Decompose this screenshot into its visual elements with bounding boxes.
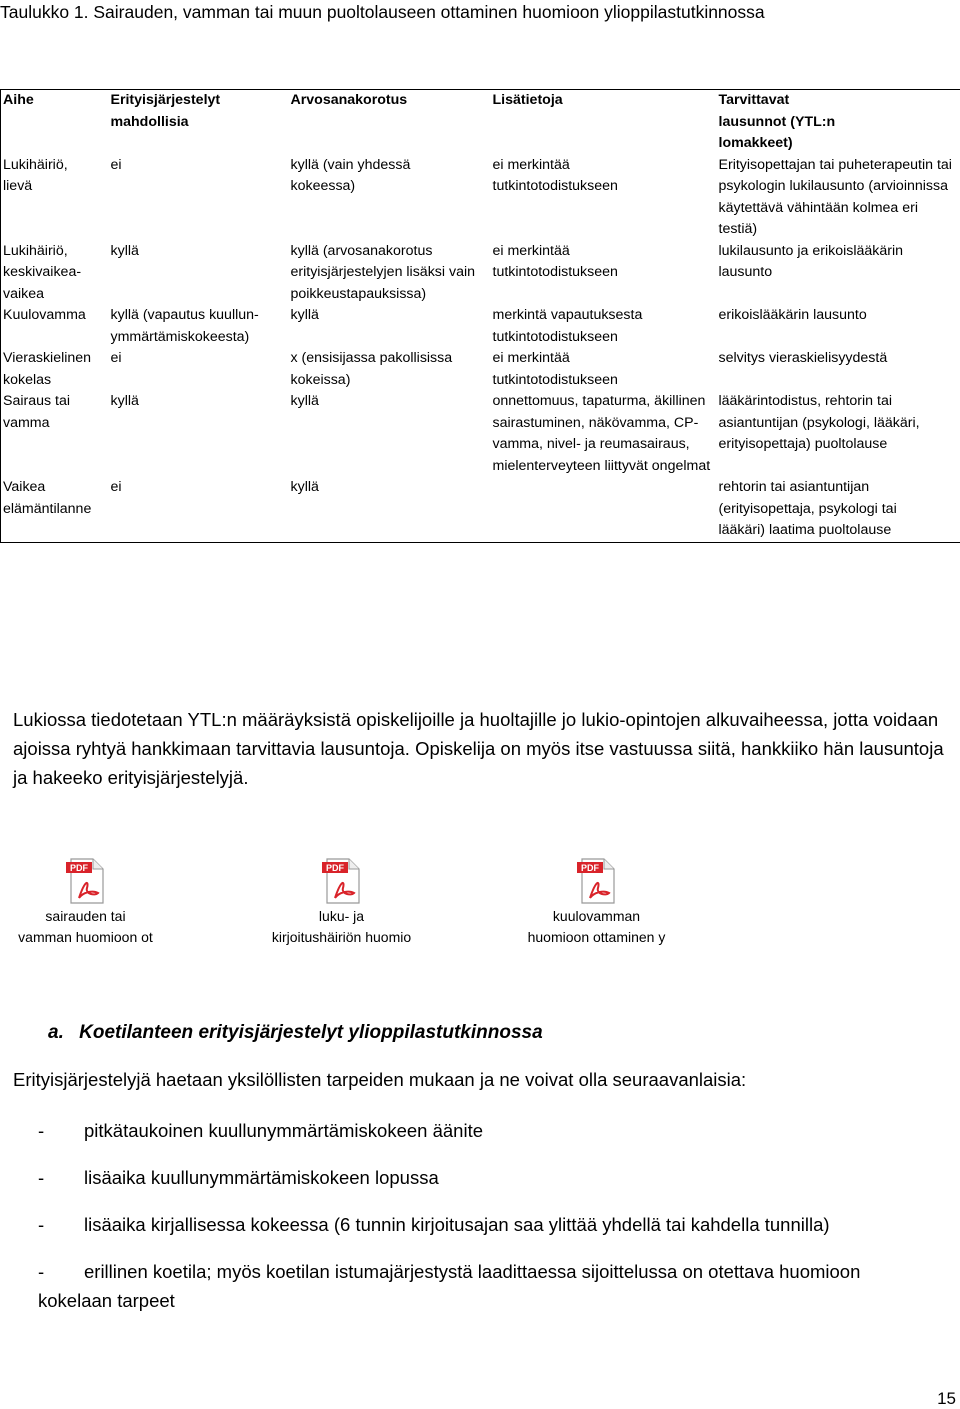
table-cell: lukilausunto ja erikoislääkärin lausunto xyxy=(717,241,960,306)
table-cell: ei merkintää tutkintotodistukseen xyxy=(491,348,717,391)
table-cell: ei merkintää tutkintotodistukseen xyxy=(491,155,717,241)
table-cell: rehtorin tai asiantuntijan (erityisopettaja, psykologi tai lääkäri) laatima puoltolause xyxy=(717,477,960,542)
table-row xyxy=(1,477,960,542)
table-row xyxy=(1,348,960,391)
section-heading-text: Koetilanteen erityisjärjestelyt ylioppilastutkinnossa xyxy=(79,1022,543,1043)
table-cell: onnettomuus, tapaturma, äkillinen sairastuminen, näkövamma, CP-vamma, nivel- ja reumasairaus, mielenterveyteen liittyvät ongelmat xyxy=(491,391,717,477)
table-cell: kyllä (vain yhdessä kokeessa) xyxy=(289,155,491,241)
pdf-file-icon xyxy=(321,858,363,904)
table-cell: Erityisopettajan tai puheterapeutin tai psykologin lukilausunto (arvioinnissa käytettävä vähintään kolmea eri testiä) xyxy=(717,155,960,241)
pdf-file-icon xyxy=(576,858,618,904)
header-cell: Lisätietoja xyxy=(491,90,717,155)
svg-text:PDF: PDF xyxy=(70,863,89,873)
pdf-attachment[interactable] xyxy=(519,858,674,948)
table-cell: Vieraskielinen kokelas xyxy=(1,348,109,391)
table-cell: kyllä (arvosanakorotus erityisjärjestelyjen lisäksi vain poikkeustapauksissa) xyxy=(289,241,491,306)
table-cell: Lukihäiriö, keskivaikea-vaikea xyxy=(1,241,109,306)
list-item: - lisäaika kuullunymmärtämiskokeen lopussa xyxy=(38,1163,439,1192)
page-number: 15 xyxy=(937,1389,956,1409)
section-intro: Erityisjärjestelyjä haetaan yksilöllisten tarpeiden mukaan ja ne voivat olla seuraavanlaisia: xyxy=(13,1069,746,1091)
header-cell: Erityisjärjestelyt mahdollisia xyxy=(109,90,289,155)
table-row xyxy=(1,155,960,241)
table-row xyxy=(1,391,960,477)
table-cell: Lukihäiriö, lievä xyxy=(1,155,109,241)
table-header-row xyxy=(1,90,960,155)
attachment-caption: kirjoitushäiriön huomio xyxy=(264,927,419,948)
attachment-caption: vamman huomioon ot xyxy=(8,927,163,948)
table-cell: merkintä vapautuksesta tutkintotodistukseen xyxy=(491,305,717,348)
section-marker: a. xyxy=(48,1022,64,1043)
table-cell: lääkärintodistus, rehtorin tai asiantuntijan (psykologi, lääkäri, erityisopettaja) puoltolause xyxy=(717,391,960,477)
pdf-attachment[interactable] xyxy=(8,858,163,948)
table-cell: kyllä (vapautus kuullun-ymmärtämiskokeesta) xyxy=(109,305,289,348)
attachment-caption: luku- ja xyxy=(264,906,419,927)
accommodations-table xyxy=(0,89,960,543)
table-cell: selvitys vieraskielisyydestä xyxy=(717,348,960,391)
list-item: - lisäaika kirjallisessa kokeessa (6 tunnin kirjoitusajan saa ylittää yhdellä tai kahdella tunnilla) xyxy=(38,1210,830,1239)
table-cell: ei xyxy=(109,348,289,391)
pdf-file-icon xyxy=(65,858,107,904)
table-cell: ei merkintää tutkintotodistukseen xyxy=(491,241,717,306)
table-cell: kyllä xyxy=(289,305,491,348)
table-cell: kyllä xyxy=(109,391,289,477)
header-cell: Arvosanakorotus xyxy=(289,90,491,155)
table-cell: ei xyxy=(109,477,289,542)
table-cell: x (ensisijassa pakollisissa kokeissa) xyxy=(289,348,491,391)
table-cell: kyllä xyxy=(289,391,491,477)
attachment-caption: sairauden tai xyxy=(8,906,163,927)
attachment-caption: kuulovamman xyxy=(519,906,674,927)
list-item: - pitkätaukoinen kuullunymmärtämiskokeen äänite xyxy=(38,1116,483,1145)
attachment-caption: huomioon ottaminen y xyxy=(519,927,674,948)
table-cell: Vaikea elämäntilanne xyxy=(1,477,109,542)
table-cell: Kuulovamma xyxy=(1,305,109,348)
list-item: - erillinen koetila; myös koetilan istumajärjestystä laadittaessa sijoittelussa on otettava huomioon kokelaan tarpeet xyxy=(38,1257,918,1315)
table-cell: ei xyxy=(109,155,289,241)
table-cell: kyllä xyxy=(289,477,491,542)
table-row xyxy=(1,305,960,348)
svg-text:PDF: PDF xyxy=(581,863,600,873)
table-cell: erikoislääkärin lausunto xyxy=(717,305,960,348)
pdf-attachment[interactable] xyxy=(264,858,419,948)
section-heading xyxy=(48,1022,543,1044)
header-cell: Aihe xyxy=(1,90,109,155)
table-row xyxy=(1,241,960,306)
table-cell: kyllä xyxy=(109,241,289,306)
info-paragraph: Lukiossa tiedotetaan YTL:n määräyksistä opiskelijoille ja huoltajille jo lukio-opintojen alkuvaiheessa, jotta voidaan ajoissa ryhtyä hankkimaan tarvittavia lausuntoja. Opiskelija on myös itse vastuussa siitä, hankkiiko hän lausuntoja ja hakeeko erityisjärjestelyjä. xyxy=(13,705,948,792)
table-cell: Sairaus tai vamma xyxy=(1,391,109,477)
header-cell: Tarvittavat lausunnot (YTL:n lomakkeet) xyxy=(717,90,960,155)
table-cell xyxy=(491,477,717,542)
svg-text:PDF: PDF xyxy=(326,863,345,873)
attachments-row xyxy=(0,858,960,948)
table-title: Taulukko 1. Sairauden, vamman tai muun puoltolauseen ottaminen huomioon ylioppilastutkinnossa xyxy=(0,2,765,23)
